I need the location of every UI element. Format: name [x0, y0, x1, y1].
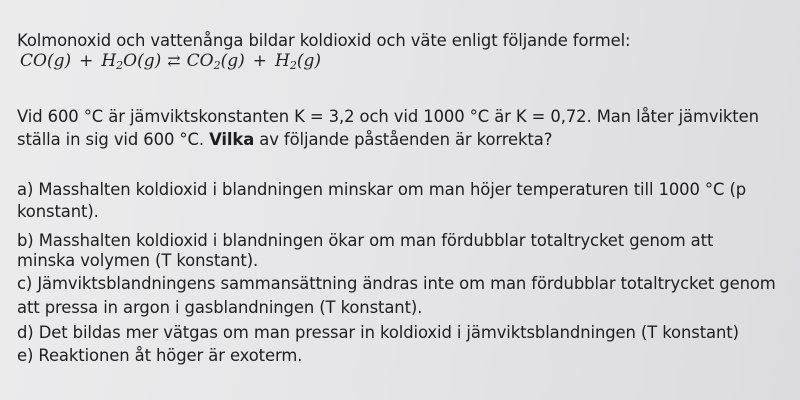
option-a-line-1: a) Masshalten koldioxid i blandningen minskar om man höjer temperaturen till 1000 °C (p [17, 180, 747, 199]
formula-co2-main: CO [186, 51, 214, 71]
option-c-line-1: c) Jämviktsblandningens sammansättning ändras inte om man fördubblar totaltrycket genom [17, 274, 776, 293]
option-b-line-1: b) Masshalten koldioxid i blandningen ökar om man fördubblar totaltrycket genom att [17, 231, 714, 250]
equilibrium-arrow: ⇄ [167, 51, 181, 70]
question-line-2-start: ställa in sig vid 600 °C. [17, 130, 210, 149]
formula-co2-sub: 2 [213, 59, 221, 72]
reaction-formula [20, 50, 321, 72]
question-emphasis: Vilka [209, 130, 255, 149]
option-e-line-1: e) Reaktionen åt höger är exoterm. [17, 346, 303, 365]
intro-text: Kolmonoxid och vattenånga bildar koldioxid och väte enligt följande formel: [17, 31, 631, 50]
formula-plus-2: + [252, 51, 268, 71]
option-a-line-2: konstant). [17, 202, 99, 221]
option-c-line-2: att pressa in argon i gasblandningen (T konstant). [17, 298, 423, 317]
formula-h2o-rest: O(g) [123, 51, 162, 71]
formula-h2-h: H [275, 51, 290, 71]
formula-h2-sub: 2 [289, 59, 297, 72]
formula-co: CO(g) [20, 51, 72, 71]
formula-h2o-sub: 2 [116, 59, 124, 72]
formula-h2o-h: H [101, 51, 117, 71]
formula-h2-rest: (g) [296, 51, 322, 71]
question-line-1: Vid 600 °C är jämviktskonstanten K = 3,2 och vid 1000 °C är K = 0,72. Man låter jämvikten [17, 107, 759, 126]
question-line-2 [17, 130, 552, 150]
question-line-2-end: av följande påståenden är korrekta? [254, 130, 553, 149]
option-b-line-2: minska volymen (T konstant). [17, 251, 259, 270]
option-d-line-1: d) Det bildas mer vätgas om man pressar in koldioxid i jämviktsblandningen (T konstant) [17, 323, 739, 342]
formula-plus-1: + [79, 51, 94, 71]
formula-co2-rest: (g) [220, 51, 245, 71]
